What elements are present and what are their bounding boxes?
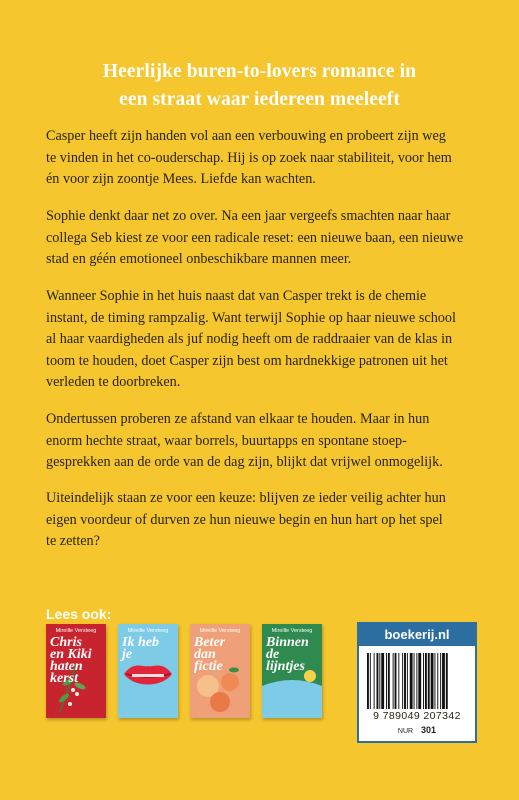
blurb-line: collega Seb kiest ze voor een radicale reset: een nieuwe baan, een nieuwe <box>46 229 464 246</box>
blurb-line: Wanneer Sophie in het huis naast dat van Casper trekt is de chemie <box>46 288 427 304</box>
barcode-bars <box>367 653 467 709</box>
blurb-line: te zetten? <box>46 533 100 550</box>
blurb-line: Sophie denkt daar net zo over. Na een jaar vergeefs smachten naar haar <box>46 208 451 224</box>
nur-code <box>359 725 475 735</box>
blurb-line: verleden te doorbreken. <box>46 374 181 391</box>
book-cover-beter-dan-fictie <box>190 624 250 718</box>
lees-ook-label: Lees ook: <box>46 606 112 622</box>
blurb-paragraph-3 <box>46 286 482 394</box>
book-cover-binnen-de-lijntjes <box>262 624 322 718</box>
blurb-paragraph-4 <box>46 409 482 474</box>
book-cover-chris-en-kiki <box>46 624 106 718</box>
book-cover-ik-heb-je <box>118 624 178 718</box>
blurb-line: Ondertussen proberen ze afstand van elkaar te houden. Maar in hun <box>46 411 430 427</box>
book-title: Beter dan fictie <box>194 635 226 674</box>
blurb-line: én voor zijn zoontje Mees. Liefde kan wachten. <box>46 171 316 188</box>
blurb-paragraph-2 <box>46 206 482 271</box>
blurb-line: Uiteindelijk staan ze voor een keuze: blijven ze ieder veilig achter hun <box>46 490 446 506</box>
blurb-line: te vinden in het co-ouderschap. Hij is op zoek naar stabiliteit, voor hem <box>46 149 452 166</box>
book-title: Ik heb je <box>122 635 159 662</box>
barcode-box <box>357 622 477 743</box>
publisher-url: boekerij.nl <box>359 624 475 646</box>
blurb-line: toom te houden, doet Casper zijn best om hardnekkige patronen uit het <box>46 352 448 369</box>
nur-value: 301 <box>421 725 437 735</box>
headline-line-2: een straat waar iedereen meeleeft <box>119 89 400 110</box>
nur-label: NUR <box>397 728 414 735</box>
book-title: Chris en Kiki haten kerst <box>50 635 92 686</box>
headline-line-1: Heerlijke buren-to-lovers romance in <box>102 61 417 82</box>
blurb-line: eigen voordeur of durven ze hun nieuwe begin en hun hart op het spel <box>46 511 443 528</box>
book-author: Mireille Versteeg <box>55 628 97 634</box>
book-author: Mireille Versteeg <box>271 628 313 634</box>
blurb-line: stad en géén emotioneel onbeschikbare mannen meer. <box>46 251 352 268</box>
book-title: Binnen de lijntjes <box>266 635 309 674</box>
blurb-paragraph-5 <box>46 488 482 553</box>
isbn-number: 9 789049 207342 <box>373 710 461 722</box>
blurb-line: enorm hechte straat, waar borrels, buurtapps en spontane stoep- <box>46 432 407 449</box>
blurb-paragraph-1 <box>46 126 482 191</box>
blurb-line: instant, de timing rampzalig. Want terwijl Sophie op haar nieuwe school <box>46 309 456 326</box>
blurb-line: gesprekken aan de orde van de dag zijn, blijkt dat vrijwel onmogelijk. <box>46 454 443 471</box>
back-cover-headline <box>0 58 519 114</box>
blurb-line: Casper heeft zijn handen vol aan een verbouwing en probeert zijn weg <box>46 128 446 144</box>
book-author: Mireille Versteeg <box>127 628 169 634</box>
blurb-line: al haar vaardigheden als juf nodig heeft om de raddraaier van de klas in <box>46 331 453 348</box>
book-author: Mireille Versteeg <box>199 628 241 634</box>
